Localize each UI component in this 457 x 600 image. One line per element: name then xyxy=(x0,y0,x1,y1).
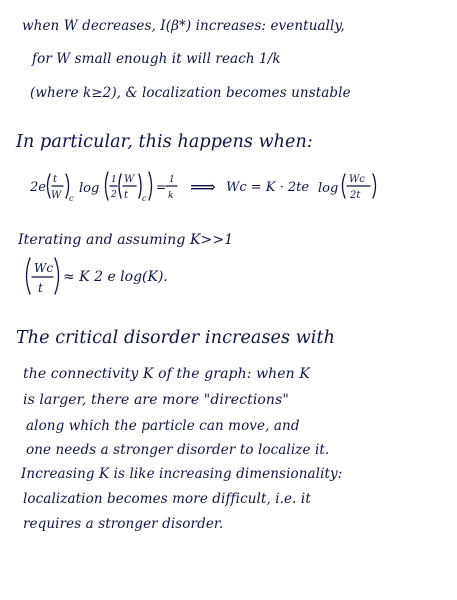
svg-text:⟹: ⟹ xyxy=(190,177,216,198)
svg-text:W: W xyxy=(124,174,135,185)
svg-text:t: t xyxy=(124,190,129,201)
svg-text:t: t xyxy=(53,174,58,185)
svg-text:1: 1 xyxy=(169,175,175,185)
svg-text:Wc: Wc xyxy=(34,261,54,275)
svg-text:2: 2 xyxy=(111,190,117,200)
note-line-p3-6: localization becomes more difficult, i.e. it xyxy=(23,491,311,507)
note-line-p3-4: one needs a stronger disorder to localize it. xyxy=(26,442,330,458)
svg-text:=: = xyxy=(156,180,167,194)
note-line-p3-7: requires a stronger disorder. xyxy=(23,516,224,532)
svg-text:≈ K 2 e log(K).: ≈ K 2 e log(K). xyxy=(63,269,168,285)
svg-text:2t: 2t xyxy=(350,190,361,201)
note-line-2: for W small enough it will reach 1/k xyxy=(32,51,281,67)
svg-text:1: 1 xyxy=(111,175,117,185)
svg-text:Wc: Wc xyxy=(349,174,365,185)
svg-text:2e: 2e xyxy=(30,180,46,195)
svg-text:c: c xyxy=(142,194,147,203)
svg-text:log: log xyxy=(79,181,100,196)
note-line-critical-disorder: The critical disorder increases with xyxy=(16,328,336,348)
svg-text:c: c xyxy=(69,194,74,203)
svg-text:log: log xyxy=(318,181,339,196)
svg-text:t: t xyxy=(38,281,43,295)
note-line-p3-2: is larger, there are more "directions" xyxy=(23,392,289,408)
note-line-in-particular: In particular, this happens when: xyxy=(16,132,313,152)
note-line-3: (where k≥2), & localization becomes unstable xyxy=(30,85,351,101)
note-line-p3-3: along which the particle can move, and xyxy=(26,418,300,434)
note-line-iterating: Iterating and assuming K>>1 xyxy=(18,232,234,248)
note-line-1: when W decreases, I(β*) increases: eventually, xyxy=(22,18,345,34)
svg-text:W: W xyxy=(51,190,62,201)
note-line-p3-1: the connectivity K of the graph: when K xyxy=(23,366,310,382)
svg-text:Wc = K · 2te: Wc = K · 2te xyxy=(226,180,310,195)
note-line-p3-5: Increasing K is like increasing dimensionality: xyxy=(21,466,343,482)
svg-text:k: k xyxy=(168,191,174,201)
